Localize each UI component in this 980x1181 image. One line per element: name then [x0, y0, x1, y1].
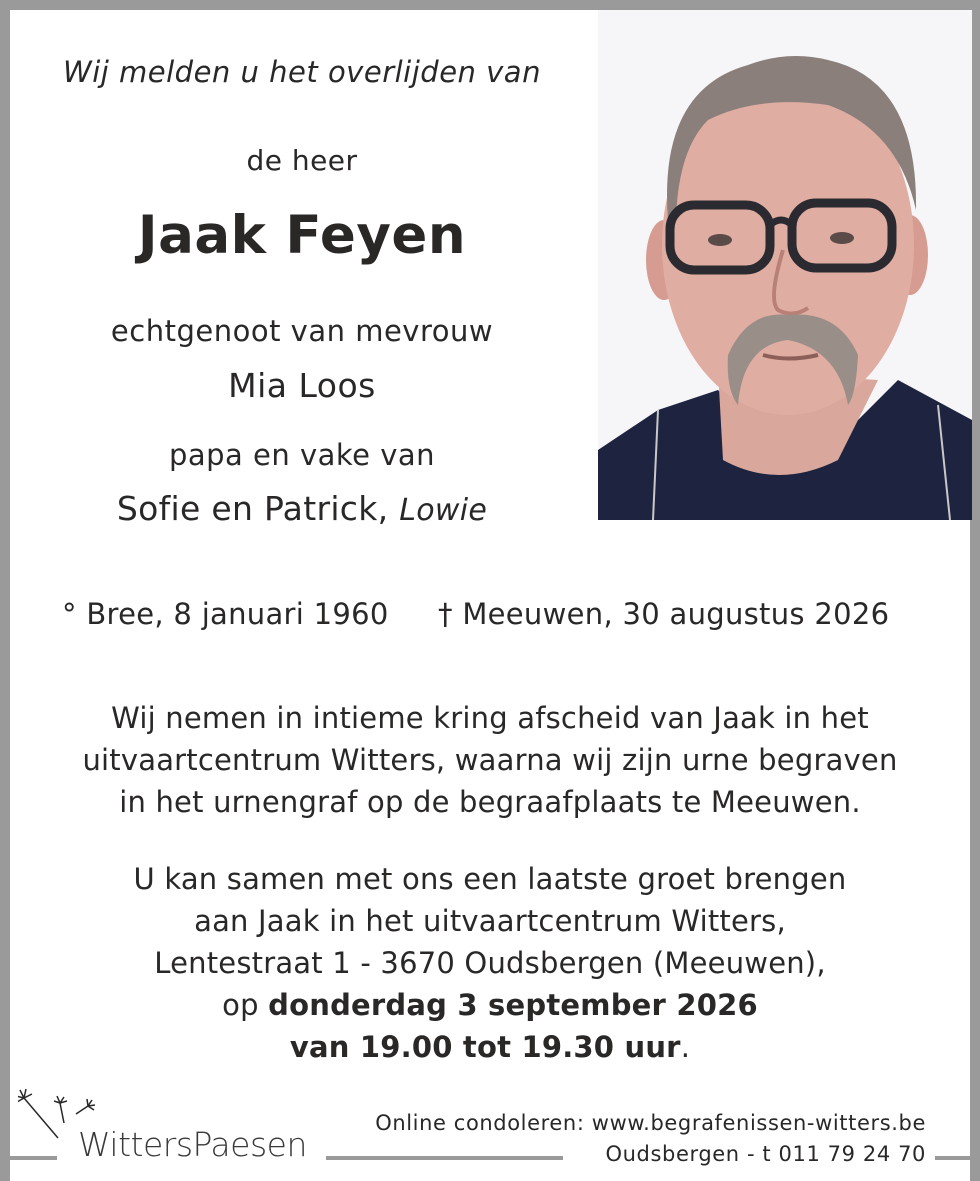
- divider-bar: [935, 1156, 980, 1160]
- deceased-name: Jaak Feyen: [137, 205, 467, 266]
- grandchildren-text: Lowie: [399, 493, 488, 528]
- relation-partner: echtgenoot van mevrouw: [110, 314, 494, 348]
- visitation-paragraph: [0, 858, 980, 1068]
- death-date: † Meeuwen, 30 augustus 2026: [438, 597, 890, 631]
- children-names: [0, 489, 604, 528]
- divider-bar: [326, 1156, 563, 1160]
- contact-website: Online condoleren: www.begrafenissen-witters.be: [375, 1111, 926, 1135]
- visitation-date-prefix: op: [222, 988, 269, 1022]
- visitation-line: U kan samen met ons een laatste groet brengen: [133, 862, 847, 896]
- partner-name: Mia Loos: [228, 366, 376, 405]
- salutation: de heer: [246, 144, 358, 177]
- farewell-paragraph: [0, 697, 980, 823]
- visitation-time-suffix: .: [680, 1030, 691, 1064]
- visitation-line: aan Jaak in het uitvaartcentrum Witters,: [194, 904, 786, 938]
- logo-text: WittersPaesen: [78, 1125, 307, 1164]
- visitation-time-line: [0, 1026, 980, 1068]
- farewell-line: Wij nemen in intieme kring afscheid van Jaak in het: [111, 701, 869, 735]
- children-text: Sofie en Patrick,: [116, 489, 389, 528]
- relation-children: papa en vake van: [168, 438, 436, 472]
- birth-date: ° Bree, 8 januari 1960: [62, 597, 389, 631]
- contact-phone: Oudsbergen - t 011 79 24 70: [605, 1142, 926, 1166]
- visitation-time: van 19.00 tot 19.30 uur: [289, 1030, 681, 1064]
- visitation-address: Lentestraat 1 - 3670 Oudsbergen (Meeuwen),: [154, 946, 826, 980]
- intro-text: Wij melden u het overlijden van: [63, 55, 541, 89]
- farewell-line: uitvaartcentrum Witters, waarna wij zijn urne begraven: [82, 743, 898, 777]
- visitation-date-line: [0, 984, 980, 1026]
- visitation-date: donderdag 3 september 2026: [268, 988, 758, 1022]
- portrait-photo: [598, 10, 972, 520]
- farewell-line: in het urnengraf op de begraafplaats te Meeuwen.: [119, 785, 861, 819]
